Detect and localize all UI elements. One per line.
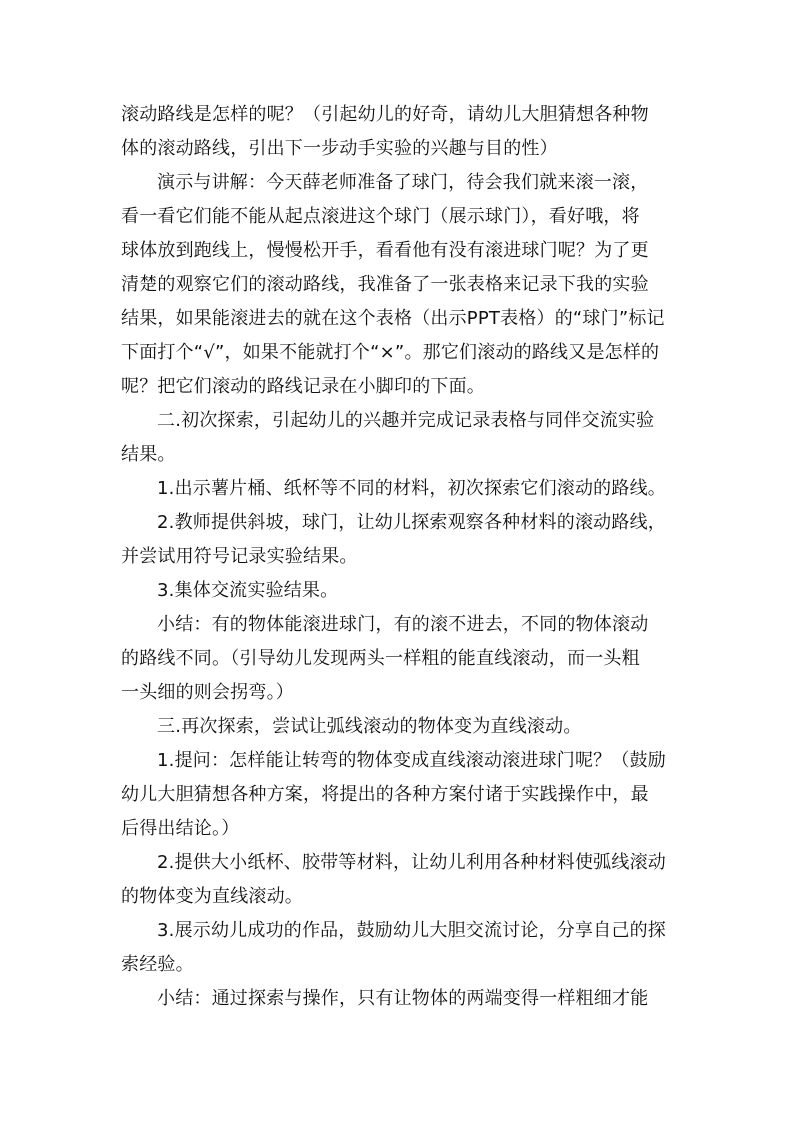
text-line: 2.提供大小纸杯、胶带等材料，让幼儿利用各种材料使弧线滚动 [157,852,666,873]
text-line: 看一看它们能不能从起点滚进这个球门（展示球门），看好哦，将 [121,206,640,227]
text-line: 演示与讲解：今天薛老师准备了球门，待会我们就来滚一滚， [157,172,649,193]
text-line: 清楚的观察它们的滚动路线，我准备了一张表格来记录下我的实验 [121,274,649,295]
text-line: 后得出结论。） [121,818,240,839]
text-line: 滚动路线是怎样的呢？（引起幼儿的好奇，请幼儿大胆猜想各种物 [121,104,649,125]
text-line: 1.出示薯片桶、纸杯等不同的材料，初次探索它们滚动的路线。 [157,478,666,499]
text-line: 3.展示幼儿成功的作品，鼓励幼儿大胆交流讨论，分享自己的探 [157,920,666,941]
text-line: 下面打个“√”，如果不能就打个“×”。那它们滚动的路线又是怎样的 [121,342,660,363]
text-line: 球体放到跑线上，慢慢松开手，看看他有没有滚进球门呢？为了更 [121,240,649,261]
text-line: 结果，如果能滚进去的就在这个表格（出示PPT表格）的“球门”标记 [121,308,665,329]
body-text [121,98,673,1016]
text-line: 小结：通过探索与操作，只有让物体的两端变得一样粗细才能 [157,988,649,1009]
text-line: 并尝试用符号记录实验结果。 [121,546,358,567]
text-line: 呢？把它们滚动的路线记录在小脚印的下面。 [121,376,485,397]
text-line: 二.初次探索，引起幼儿的兴趣并完成记录表格与同伴交流实验 [157,410,655,431]
text-line: 体的滚动路线，引出下一步动手实验的兴趣与目的性） [121,138,558,159]
text-line: 2.教师提供斜坡，球门，让幼儿探索观察各种材料的滚动路线， [157,512,666,533]
text-line: 1.提问：怎样能让转弯的物体变成直线滚动滚进球门呢？（鼓励 [157,750,666,771]
text-line: 三.再次探索，尝试让弧线滚动的物体变为直线滚动。 [157,716,582,737]
text-line: 的物体变为直线滚动。 [121,886,303,907]
text-line: 小结：有的物体能滚进球门，有的滚不进去，不同的物体滚动 [157,614,649,635]
text-line: 幼儿大胆猜想各种方案，将提出的各种方案付诸于实践操作中，最 [121,784,649,805]
text-line: 一头细的则会拐弯。） [121,682,294,703]
text-line: 的路线不同。（引导幼儿发现两头一样粗的能直线滚动，而一头粗 [121,648,640,669]
text-line: 索经验。 [121,954,194,975]
text-line: 结果。 [121,444,176,465]
text-line: 3.集体交流实验结果。 [157,580,339,601]
